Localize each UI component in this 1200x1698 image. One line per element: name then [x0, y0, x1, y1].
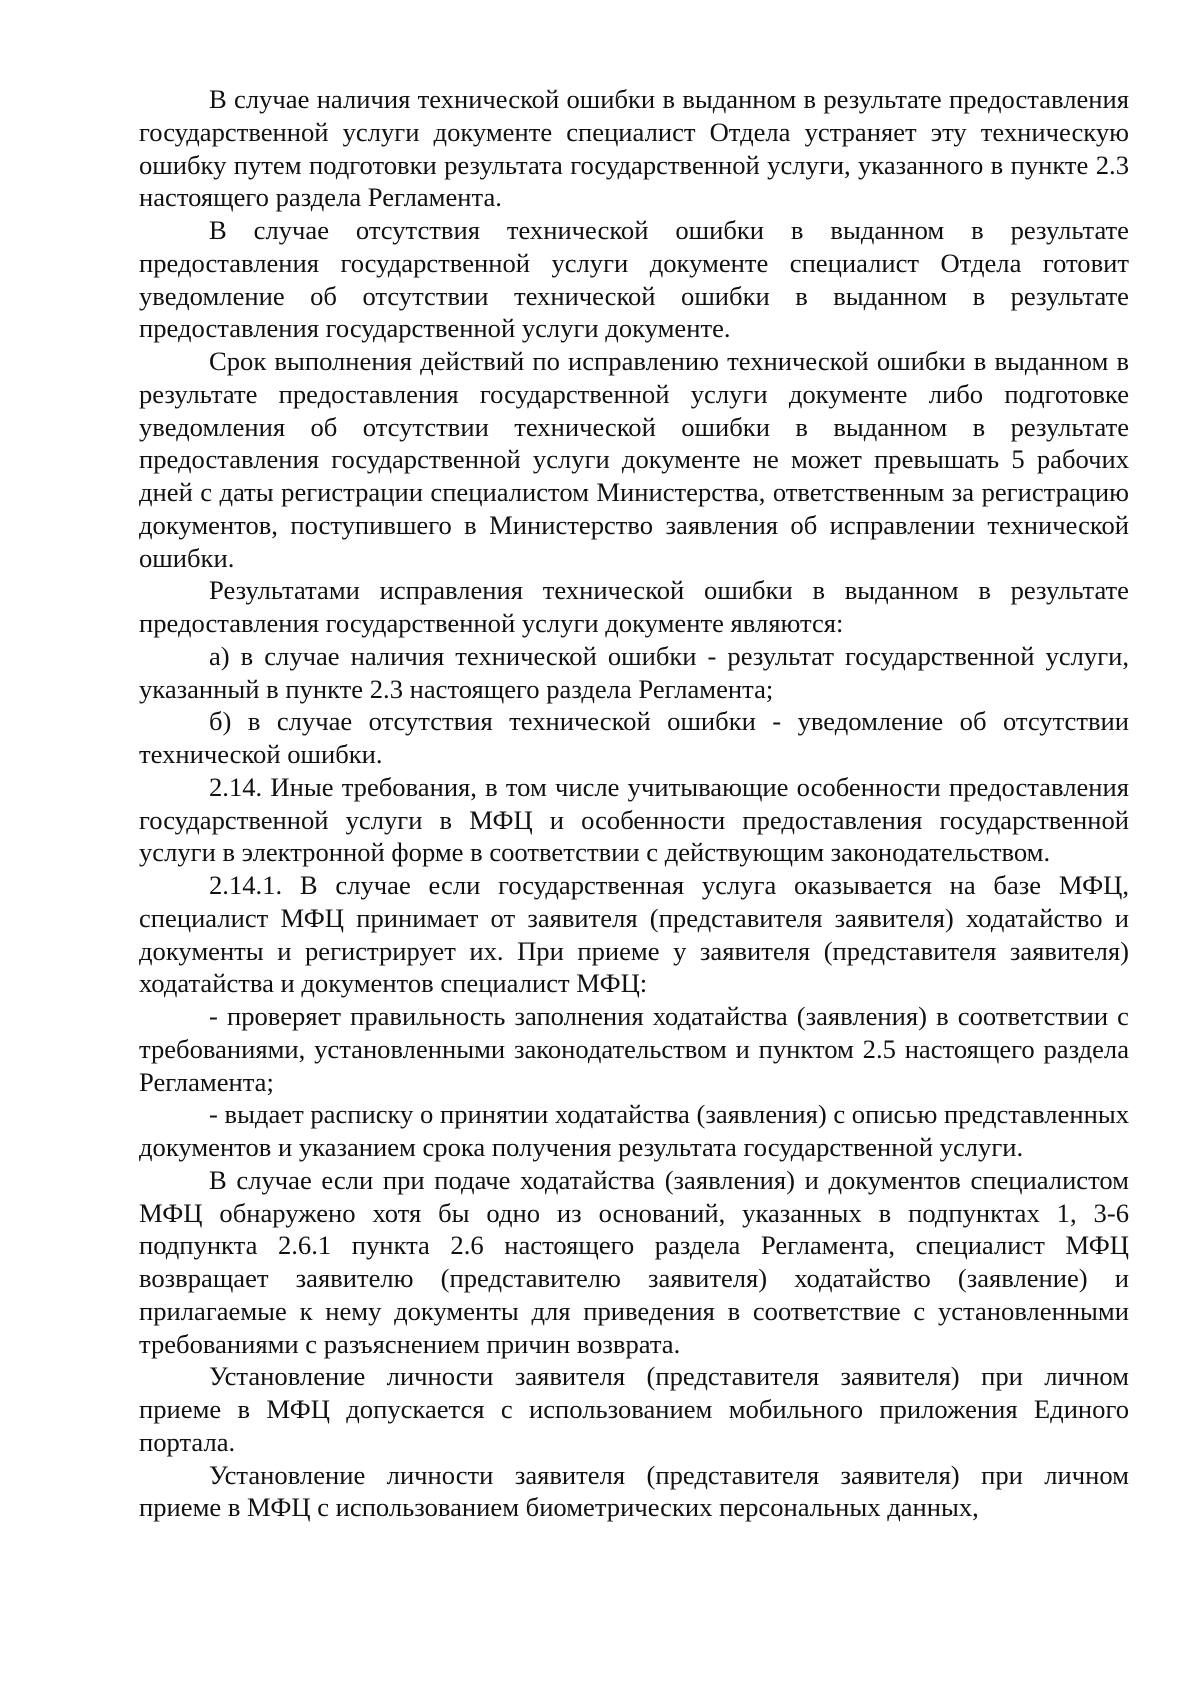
paragraph-return-documents: В случае если при подаче ходатайства (заявления) и документов специалистом МФЦ обнаружено хотя бы одно из оснований, указанных в подпунктах 1, 3-6 подпункта 2.6.1 пункта 2.6 настоящего раздела Регламента, специалист МФЦ возвращает заявителю (представителю заявителя) ходатайство (заявление) и прилагаемые к нему документы для приведения в соответствие с установленными требованиями с разъяснением причин возврата.	[139, 1164, 1129, 1359]
paragraph-technical-error-fix: В случае наличия технической ошибки в выданном в результате предоставления государственной услуги документе специалист Отдела устраняет эту техническую ошибку путем подготовки результата государственной услуги, указанного в пункте 2.3 настоящего раздела Регламента.	[139, 84, 1129, 213]
paragraph-result-a: а) в случае наличия технической ошибки - результат государственной услуги, указанный в пункте 2.3 настоящего раздела Регламента;	[139, 640, 1129, 704]
paragraph-results-intro: Результатами исправления технической ошибки в выданном в результате предоставления государственной услуги документе являются:	[139, 575, 1129, 638]
paragraph-section-2-14: 2.14. Иные требования, в том числе учитывающие особенности предоставления государственной услуги в МФЦ и особенности предоставления государственной услуги в электронной форме в соответствии с действующим законодательством.	[139, 771, 1129, 868]
paragraph-section-2-14-1: 2.14.1. В случае если государственная услуга оказывается на базе МФЦ, специалист МФЦ принимает от заявителя (представителя заявителя) ходатайство и документы и регистрирует их. При приеме у заявителя (представителя заявителя) ходатайства и документов специалист МФЦ:	[139, 870, 1129, 999]
paragraph-check-filling: - проверяет правильность заполнения ходатайства (заявления) в соответствии с требованиями, установленными законодательством и пунктом 2.5 настоящего раздела Регламента;	[139, 1001, 1129, 1097]
paragraph-identity-mobile-app: Установление личности заявителя (представителя заявителя) при личном приеме в МФЦ допускается с использованием мобильного приложения Единого портала.	[139, 1361, 1129, 1457]
paragraph-no-technical-error: В случае отсутствия технической ошибки в выданном в результате предоставления государственной услуги документе специалист Отдела готовит уведомление об отсутствии технической ошибки в выданном в результате предоставления государственной услуги документе.	[139, 215, 1129, 344]
paragraph-deadline: Срок выполнения действий по исправлению технической ошибки в выданном в результате предоставления государственной услуги документе либо подготовке уведомления об отсутствии технической ошибки в выданном в результате предоставления государственной услуги документе не может превышать 5 рабочих дней с даты регистрации специалистом Министерства, ответственным за регистрацию документов, поступившего в Министерство заявления об исправлении технической ошибки.	[139, 346, 1129, 573]
document-body	[139, 83, 1129, 1524]
paragraph-result-b: б) в случае отсутствия технической ошибки - уведомление об отсутствии технической ошибки.	[139, 706, 1129, 769]
paragraph-identity-biometric: Установление личности заявителя (представителя заявителя) при личном приеме в МФЦ с использованием биометрических персональных данных,	[139, 1459, 1129, 1523]
paragraph-issue-receipt: - выдает расписку о принятии ходатайства (заявления) с описью представленных документов и указанием срока получения результата государственной услуги.	[139, 1099, 1129, 1162]
